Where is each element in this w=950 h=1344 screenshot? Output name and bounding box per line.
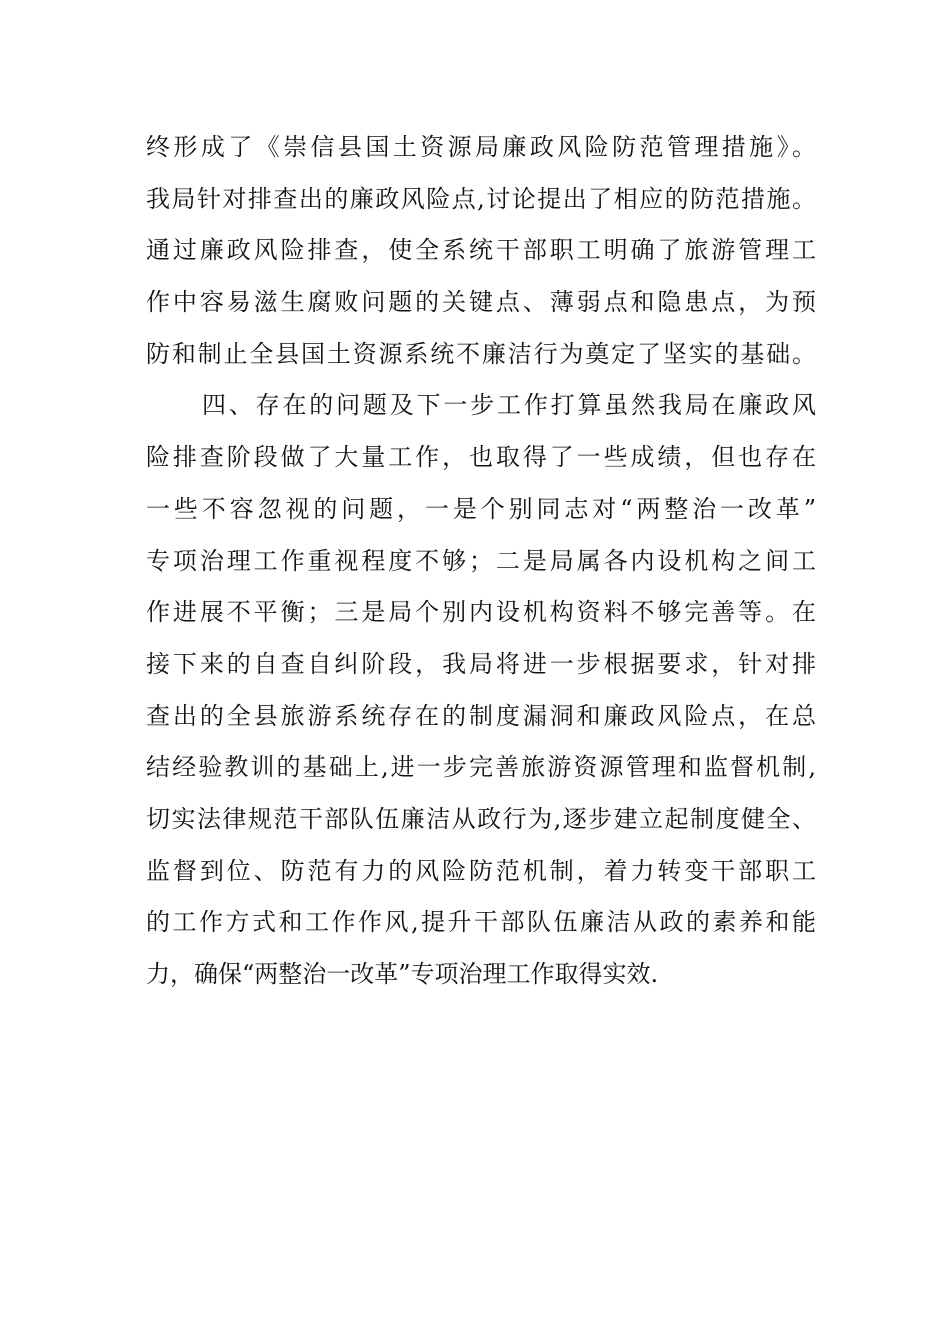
document-body xyxy=(146,122,816,1001)
text-line: 终形成了《崇信县国土资源局廉政风险防范管理措施》。 xyxy=(146,133,816,161)
text-line: 四、存在的问题及下一步工作打算虽然我局在廉政风 xyxy=(202,391,816,420)
text-line: 作中容易滋生腐败问题的关键点、薄弱点和隐患点，为预 xyxy=(146,288,816,317)
text-line: 切实法律规范干部队伍廉洁从政行为,逐步建立起制度健全、 xyxy=(146,804,816,833)
text-line: 作进展不平衡；三是局个别内设机构资料不够完善等。在 xyxy=(146,598,816,627)
text-line: 力，确保“两整治一改革”专项治理工作取得实效. xyxy=(146,960,659,988)
text-line: 通过廉政风险排查，使全系统干部职工明确了旅游管理工 xyxy=(146,236,816,265)
text-line: 一些不容忽视的问题，一是个别同志对“两整治一改革” xyxy=(146,494,816,523)
text-line: 险排查阶段做了大量工作，也取得了一些成绩，但也存在 xyxy=(146,443,816,472)
text-line: 接下来的自查自纠阶段，我局将进一步根据要求，针对排 xyxy=(146,649,816,678)
text-line: 结经验教训的基础上,进一步完善旅游资源管理和监督机制, xyxy=(146,753,816,782)
text-line: 监督到位、防范有力的风险防范机制，着力转变干部职工 xyxy=(146,856,816,885)
text-line: 专项治理工作重视程度不够；二是局属各内设机构之间工 xyxy=(146,546,816,575)
text-line: 查出的全县旅游系统存在的制度漏洞和廉政风险点，在总 xyxy=(146,701,816,730)
text-line: 的工作方式和工作作风,提升干部队伍廉洁从政的素养和能 xyxy=(146,908,816,937)
text-line: 我局针对排查出的廉政风险点,讨论提出了相应的防范措施。 xyxy=(146,184,816,213)
text-line: 防和制止全县国土资源系统不廉洁行为奠定了坚实的基础。 xyxy=(146,339,816,368)
